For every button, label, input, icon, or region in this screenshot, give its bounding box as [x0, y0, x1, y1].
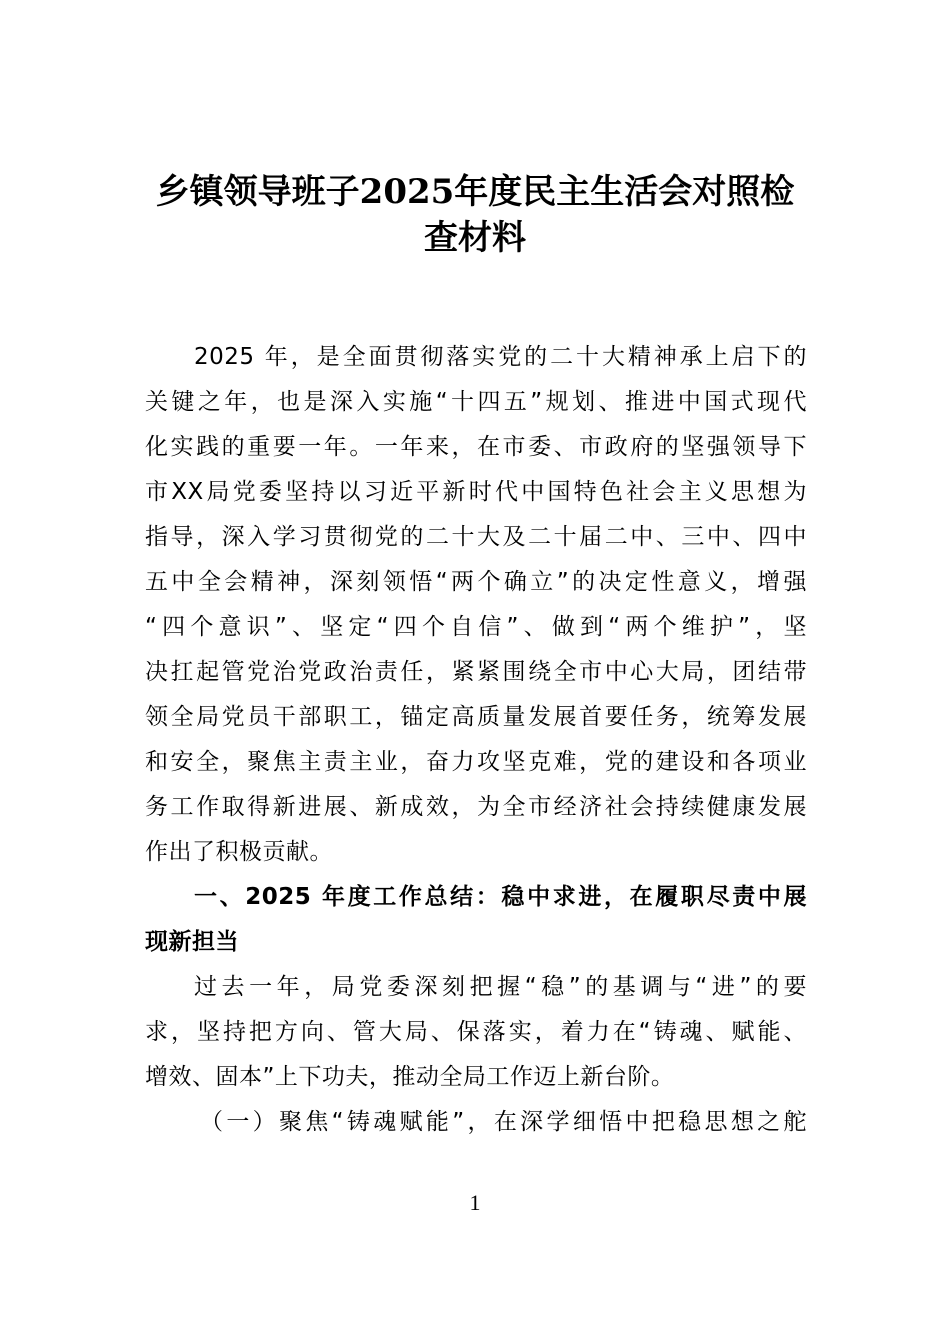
- intro-paragraph-line: 市XX局党委坚持以习近平新时代中国特色社会主义思想为: [145, 479, 807, 505]
- section-1-body-line: 增效、固本”上下功夫，推动全局工作迈上新台阶。: [145, 1064, 675, 1090]
- document-title-line-2: 查材料: [424, 218, 526, 258]
- intro-paragraph-line: 决扛起管党治党政治责任，紧紧围绕全市中心大局，团结带: [145, 659, 807, 685]
- intro-paragraph-line: 务工作取得新进展、新成效，为全市经济社会持续健康发展: [145, 794, 807, 820]
- intro-paragraph-line: 和安全，聚焦主责主业，奋力攻坚克难，党的建设和各项业: [145, 749, 807, 775]
- section-1-body-line: 求，坚持把方向、管大局、保落实，着力在“铸魂、赋能、: [145, 1019, 807, 1045]
- intro-paragraph-line: 2025 年，是全面贯彻落实党的二十大精神承上启下的: [194, 344, 807, 370]
- page-number: 1: [469, 1190, 481, 1215]
- section-1-body-line: 过去一年，局党委深刻把握“稳”的基调与“进”的要: [194, 974, 807, 1000]
- section-1-heading-line: 现新担当: [145, 929, 239, 955]
- intro-paragraph-line: 化实践的重要一年。一年来，在市委、市政府的坚强领导下: [145, 434, 807, 460]
- intro-paragraph-line: 五中全会精神，深刻领悟“两个确立”的决定性意义，增强: [145, 569, 807, 595]
- intro-paragraph-line: 领全局党员干部职工，锚定高质量发展首要任务，统筹发展: [145, 704, 807, 730]
- intro-paragraph-line: 作出了积极贡献。: [145, 839, 333, 865]
- subsection-1-heading: （一）聚焦“铸魂赋能”，在深学细悟中把稳思想之舵: [200, 1109, 807, 1135]
- intro-paragraph-line: 关键之年，也是深入实施“十四五”规划、推进中国式现代: [145, 389, 807, 415]
- intro-paragraph-line: “四个意识”、坚定“四个自信”、做到“两个维护”，坚: [145, 614, 807, 640]
- section-1-heading-line: 一、2025 年度工作总结：稳中求进，在履职尽责中展: [194, 884, 807, 910]
- intro-paragraph-line: 指导，深入学习贯彻党的二十大及二十届二中、三中、四中: [145, 524, 807, 550]
- document-title-line-1: 乡镇领导班子2025年度民主生活会对照检: [155, 172, 795, 212]
